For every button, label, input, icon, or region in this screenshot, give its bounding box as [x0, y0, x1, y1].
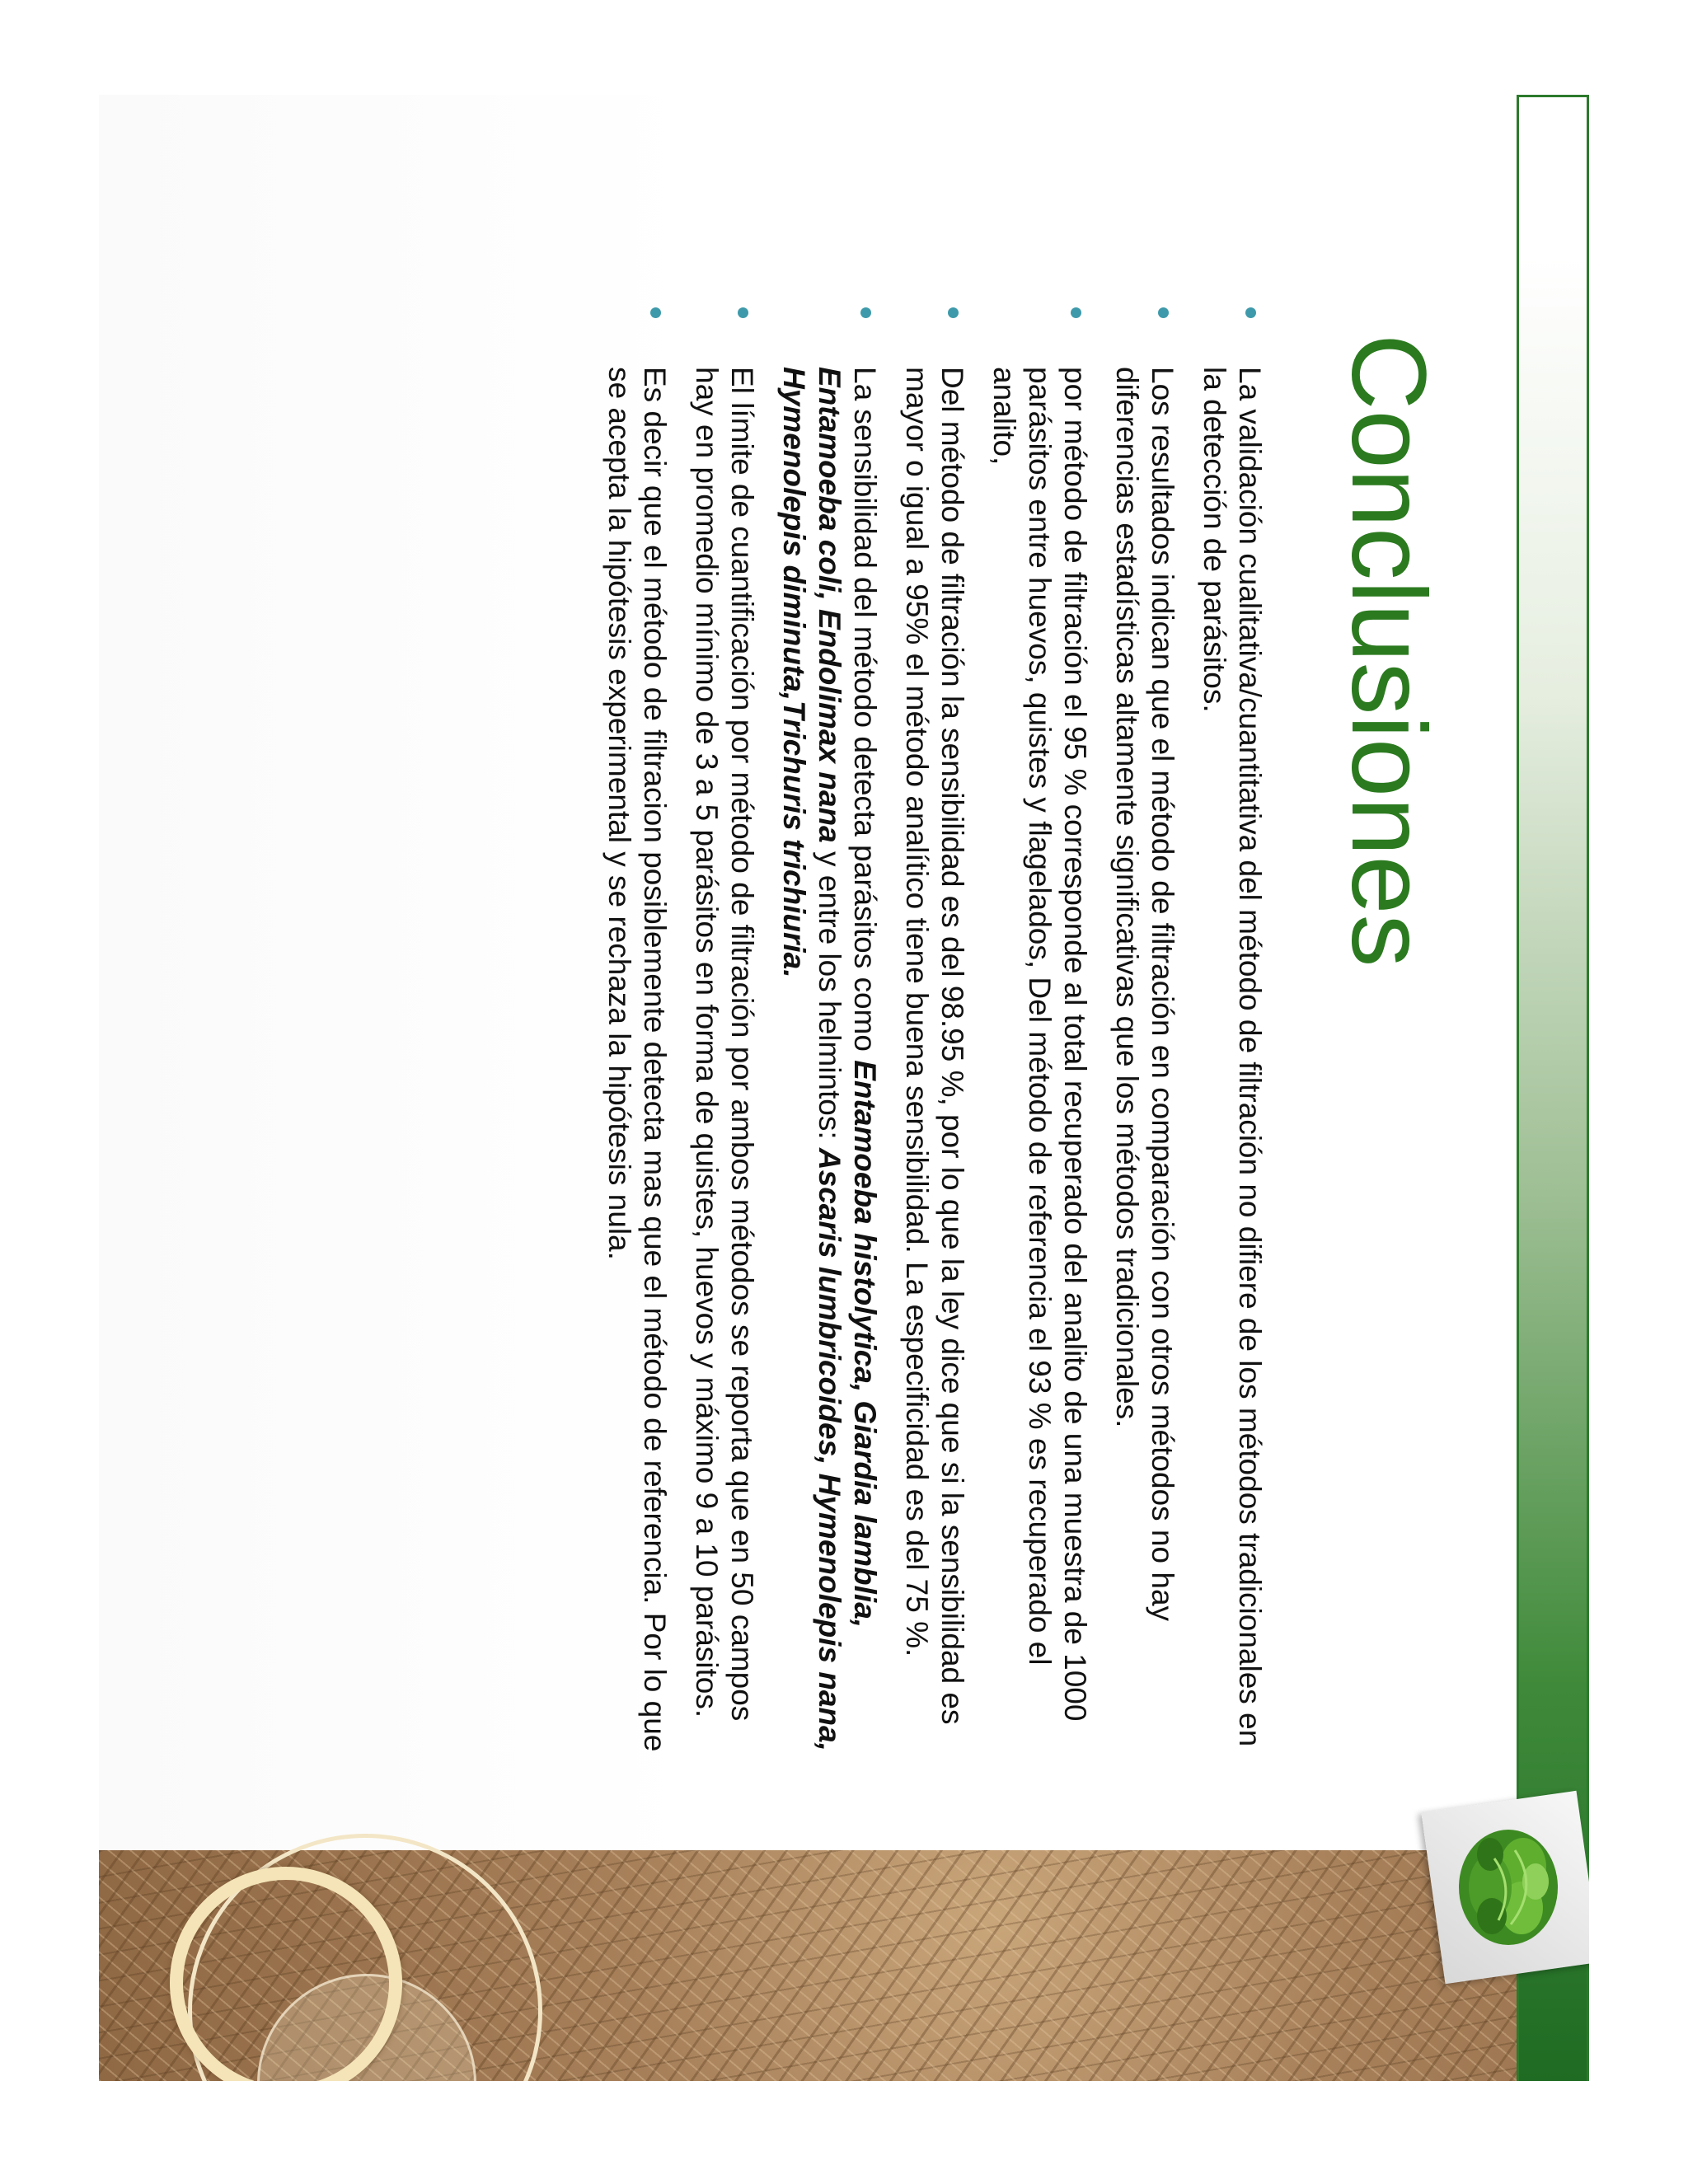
- bullet-icon: [1158, 307, 1169, 318]
- bullet-icon: [948, 307, 959, 318]
- list-item: [1197, 367, 1268, 1768]
- list-item: [987, 367, 1093, 1768]
- bullet-text: y entre los helmintos:: [813, 842, 846, 1148]
- bullet-icon: [738, 307, 748, 318]
- bullet-text: Es decir que el método de filtracion posiblemente detecta mas que el método de referencia. Por lo que se acepta la hipótesis experimental y se rechaza la hipótesis nula.: [603, 367, 672, 1752]
- bullet-icon: [860, 307, 871, 318]
- bullet-icon: [650, 307, 661, 318]
- bullet-icon: [1071, 307, 1081, 318]
- parasite-names-helminths: Ascaris lumbricoides, Hymenolepis nana, Hymenolepis diminuta,Trichuris trichiuria.: [777, 367, 846, 1751]
- bullet-icon: [1245, 307, 1256, 318]
- list-item: [602, 367, 673, 1768]
- bullet-text: El límite de cuantificación por método de filtración por ambos métodos se reporta que en 50 campos hay en promedio mínimo de 3 a 5 parásitos en forma de quistes, huevos y máximo 9 a 10 parásitos.: [690, 367, 759, 1722]
- lettuce-icon: [1449, 1817, 1573, 1957]
- slide-page: [99, 95, 1589, 2081]
- list-item: [1109, 367, 1180, 1768]
- list-item: [899, 367, 970, 1768]
- bullet-text: por método de filtración el 95 % corresponde al total recuperado del analito de una muestra de 1000 parásitos entre huevos, quistes y flagelados, Del método de referencia el 93 % es recuperado el analito,: [987, 367, 1092, 1722]
- conclusions-list: [585, 367, 1268, 1768]
- list-item: [776, 367, 883, 1768]
- bullet-text: La validación cualitativa/cuantitativa del método de filtración no difiere de los métodos tradicionales en la detección de parásitos.: [1198, 367, 1267, 1747]
- bullet-text: Del método de filtración la sensibilidad es del 98.95 %, por lo que la ley dice que si la sensibilidad es mayor o igual a 95% el método analítico tiene buena sensibilidad. La especificidad es del 75 %.: [900, 367, 969, 1725]
- bullet-text: La sensibilidad del método detecta parásitos como: [848, 367, 882, 1061]
- green-header-band: [1517, 95, 1589, 2081]
- page-title: Conclusiones: [1329, 334, 1447, 968]
- list-item: [689, 367, 760, 1768]
- parasite-names-protozoa: Entamoeba histolytica, Giardia lamblia, Entamoeba coli, Endolimax nana: [813, 367, 882, 1629]
- bullet-text: Los resultados indican que el método de filtración en comparación con otros métodos no hay diferencias estadísticas altamente significativas que los métodos tradicionales.: [1110, 367, 1179, 1622]
